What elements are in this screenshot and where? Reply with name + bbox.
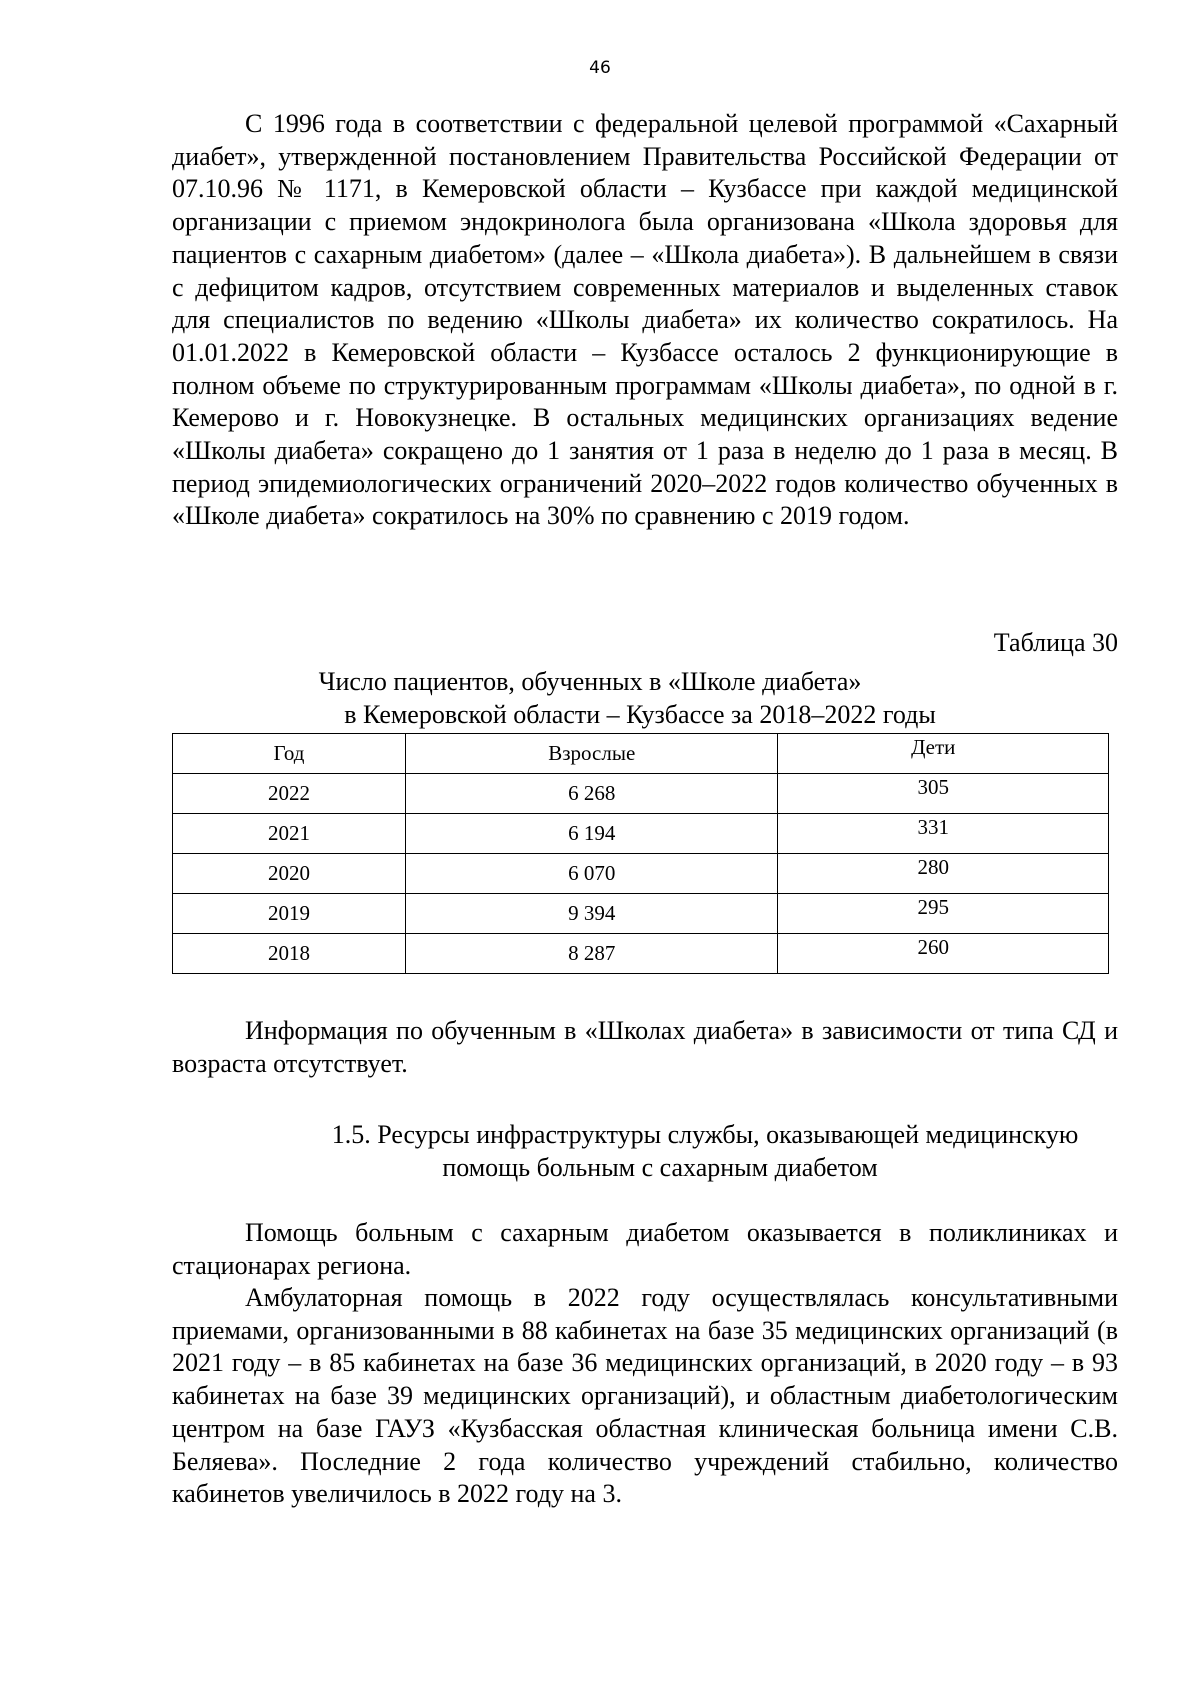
table-row bbox=[173, 894, 1109, 934]
cell-year: 2019 bbox=[173, 894, 406, 934]
patients-trained-table bbox=[172, 733, 1109, 974]
cell-children-value: 331 bbox=[917, 815, 949, 839]
header-children bbox=[778, 734, 1109, 774]
cell-children bbox=[778, 934, 1109, 974]
section-heading-line-1: 1.5. Ресурсы инфраструктуры службы, оказывающей медицинскую bbox=[331, 1120, 1079, 1149]
table-row bbox=[173, 854, 1109, 894]
table-row bbox=[173, 814, 1109, 854]
info-absent-paragraph: Информация по обученным в «Школах диабета» в зависимости от типа СД и возраста отсутствует. bbox=[172, 1016, 1118, 1078]
cell-children-value: 295 bbox=[917, 895, 949, 919]
table-label: Таблица 30 bbox=[993, 628, 1118, 657]
table-caption-line-1: Число пациентов, обученных в «Школе диабета» bbox=[318, 667, 862, 696]
header-year: Год bbox=[173, 734, 406, 774]
table-row bbox=[173, 774, 1109, 814]
cell-children-value: 260 bbox=[917, 935, 949, 959]
intro-paragraph: С 1996 года в соответствии с федеральной целевой программой «Сахарный диабет», утвержденной постановлением Правительства Российской Федерации от 07.10.96 № 1171, в Кемеровской области – Кузбассе при каждой медицинской организации с приемом эндокринолога была организована «Школа здоровья для пациентов с сахарным диабетом» (далее – «Школа диабета»). В дальнейшем в связи с дефицитом кадров, отсутствием современных материалов и выделенных ставок для специалистов по ведению «Школы диабета» их количество сократилось. На 01.01.2022 в Кемеровской области – Кузбассе осталось 2 функционирующие в полном объеме по структурированным программам «Школы диабета», по одной в г. Кемерово и г. Новокузнецке. В остальных медицинских организациях ведение «Школы диабета» сокращено до 1 занятия от 1 раза в неделю до 1 раза в месяц. В период эпидемиологических ограничений 2020–2022 годов количество обученных в «Школе диабета» сократилось на 30% по сравнению с 2019 годом. bbox=[172, 109, 1118, 531]
table-caption-line-2: в Кемеровской области – Кузбассе за 2018–2022 годы bbox=[344, 700, 936, 729]
cell-adults: 6 070 bbox=[405, 854, 778, 894]
cell-year: 2018 bbox=[173, 934, 406, 974]
section-heading bbox=[172, 1118, 1118, 1184]
table-row bbox=[173, 934, 1109, 974]
header-adults: Взрослые bbox=[405, 734, 778, 774]
cell-children-value: 280 bbox=[917, 855, 949, 879]
section-heading-line-2: помощь больным с сахарным диабетом bbox=[442, 1153, 878, 1182]
cell-adults: 6 194 bbox=[405, 814, 778, 854]
page-number: 46 bbox=[589, 58, 611, 78]
cell-children-value: 305 bbox=[917, 775, 949, 799]
cell-year: 2021 bbox=[173, 814, 406, 854]
cell-children bbox=[778, 894, 1109, 934]
table-caption bbox=[172, 665, 1118, 731]
cell-adults: 6 268 bbox=[405, 774, 778, 814]
cell-year: 2022 bbox=[173, 774, 406, 814]
cell-adults: 8 287 bbox=[405, 934, 778, 974]
ambulatory-paragraph: Амбулаторная помощь в 2022 году осуществлялась консультативными приемами, организованными в 88 кабинетах на базе 35 медицинских организаций (в 2021 году – в 85 кабинетах на базе 36 медицинских организаций, в 2020 году – в 93 кабинетах на базе 39 медицинских организаций), и областным диабетологическим центром на базе ГАУЗ «Кузбасская областная клиническая больница имени С.В. Беляева». Последние 2 года количество учреждений стабильно, количество кабинетов увеличилось в 2022 году на 3. bbox=[172, 1283, 1118, 1509]
header-children-label: Дети bbox=[911, 735, 956, 759]
cell-year: 2020 bbox=[173, 854, 406, 894]
table-header-row bbox=[173, 734, 1109, 774]
cell-children bbox=[778, 774, 1109, 814]
cell-children bbox=[778, 854, 1109, 894]
help-places-paragraph: Помощь больным с сахарным диабетом оказывается в поликлиниках и стационарах региона. bbox=[172, 1218, 1118, 1280]
cell-children bbox=[778, 814, 1109, 854]
cell-adults: 9 394 bbox=[405, 894, 778, 934]
